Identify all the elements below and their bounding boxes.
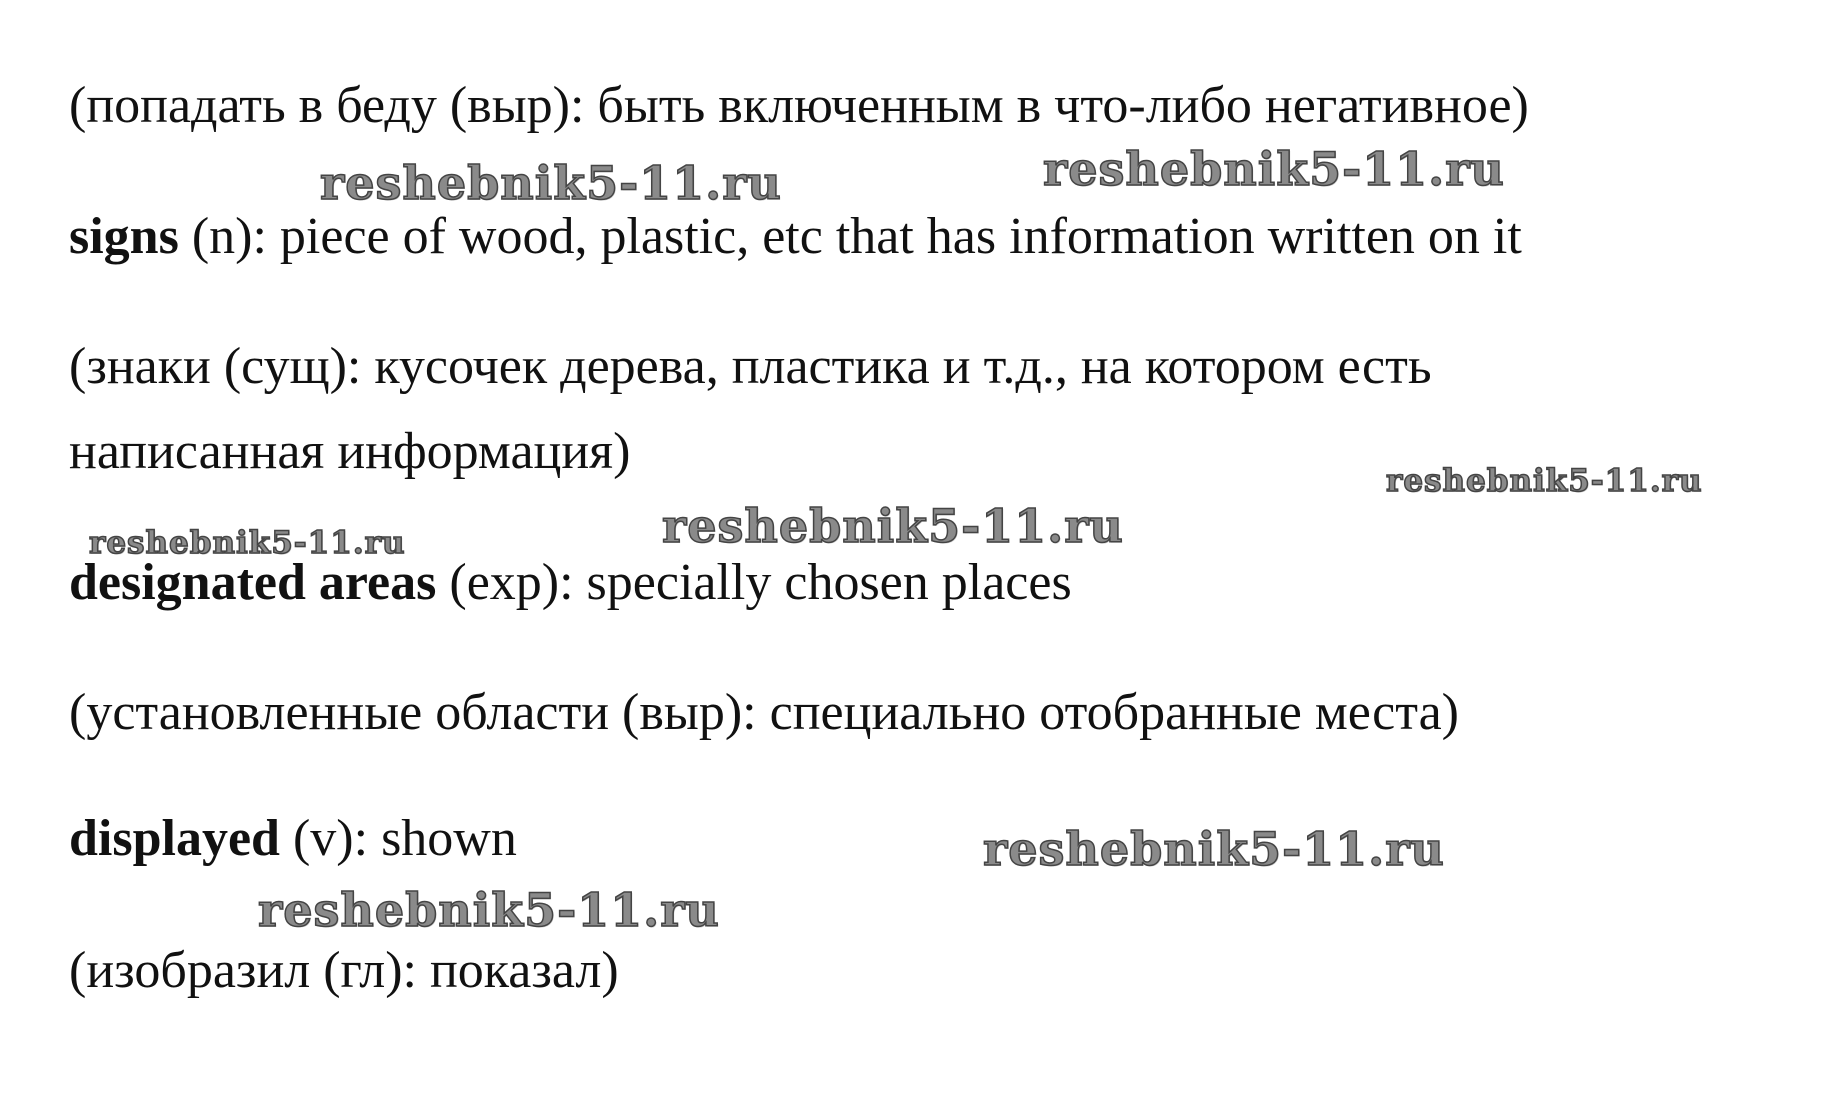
watermark: reshebnik5-11.ru (258, 883, 720, 937)
translation-line-8: (изобразил (гл): показал) (69, 942, 619, 999)
definition-signs (69, 208, 1522, 265)
watermark: reshebnik5-11.ru (320, 156, 782, 210)
watermark: reshebnik5-11.ru (662, 499, 1124, 553)
watermark: reshebnik5-11.ru (1386, 463, 1703, 499)
term-designated-areas: designated areas (69, 554, 437, 611)
translation-line-4: написанная информация) (69, 423, 631, 480)
definition-signs-text: (n): piece of wood, plastic, etc that has information written on it (178, 208, 1522, 265)
definition-designated-areas (69, 554, 1072, 611)
definition-displayed-text: (v): shown (279, 810, 517, 867)
definition-designated-areas-text: (exp): specially chosen places (436, 554, 1072, 611)
watermark: reshebnik5-11.ru (1043, 142, 1505, 196)
translation-line-6: (установленные области (выр): специально отобранные места) (69, 684, 1459, 741)
translation-line-1: (попадать в беду (выр): быть включенным в что-либо негативное) (69, 77, 1529, 134)
watermark: reshebnik5-11.ru (983, 822, 1445, 876)
translation-line-3: (знаки (сущ): кусочек дерева, пластика и т.д., на котором есть (69, 338, 1432, 395)
term-displayed: displayed (69, 810, 280, 867)
watermark: reshebnik5-11.ru (89, 525, 406, 561)
term-signs: signs (69, 208, 179, 265)
definition-displayed (69, 810, 517, 867)
